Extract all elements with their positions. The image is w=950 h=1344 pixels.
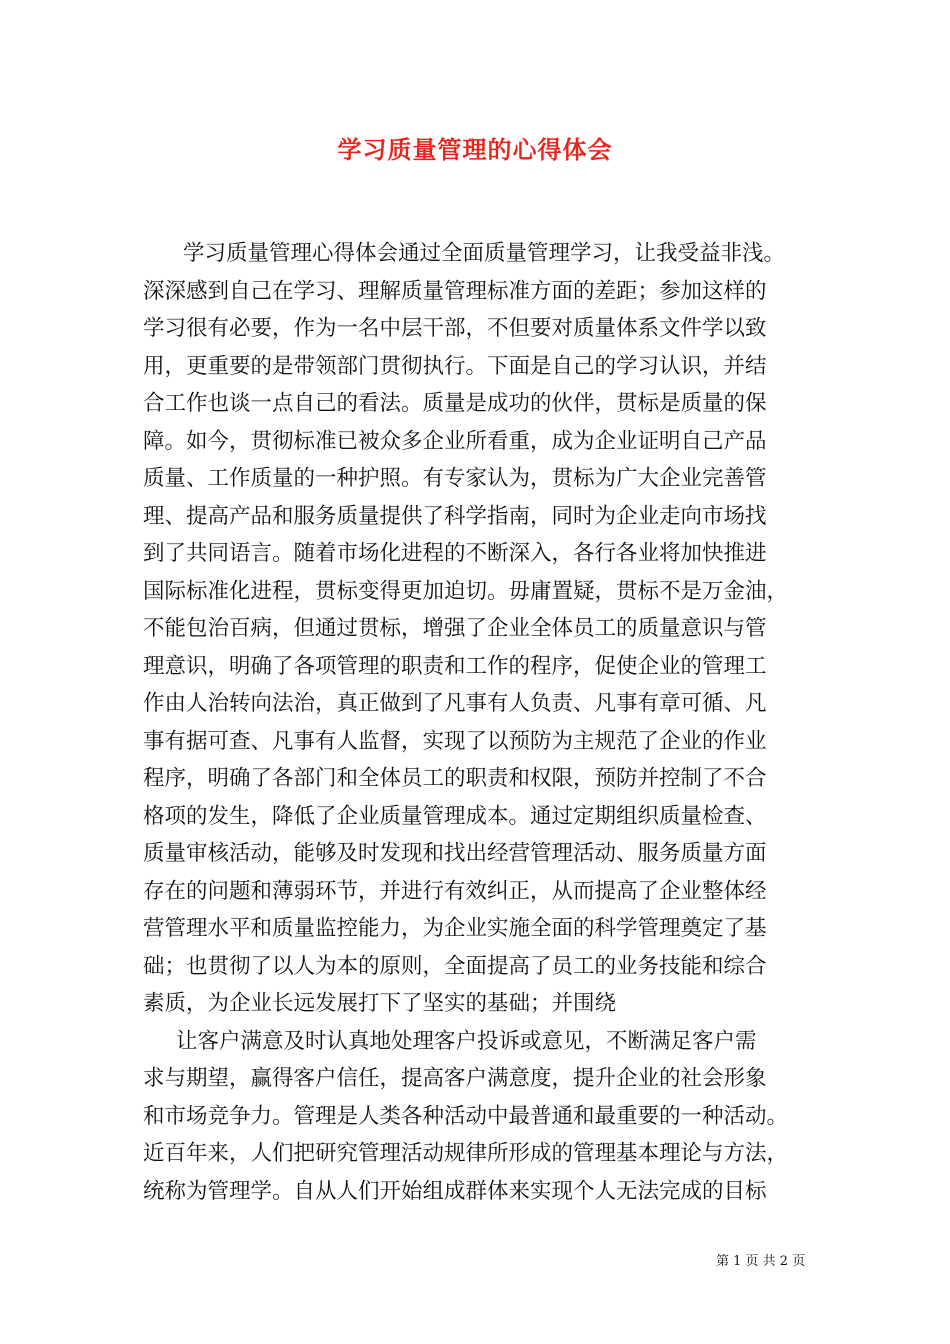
paragraph-2 (143, 1023, 833, 1211)
text-line: 和市场竞争力。管理是人类各种活动中最普通和最重要的一种活动。 (143, 1103, 789, 1129)
text-line: 作由人治转向法治，真正做到了凡事有人负责、凡事有章可循、凡 (143, 691, 767, 716)
text-line: 事有据可查、凡事有人监督，实现了以预防为主规范了企业的作业 (143, 728, 767, 754)
text-line: 理、提高产品和服务质量提供了科学指南，同时为企业走向市场找 (143, 503, 767, 529)
text-line: 让客户满意及时认真地处理客户投诉或意见，不断满足客户需 (176, 1028, 757, 1054)
text-line: 存在的问题和薄弱环节，并进行有效纠正，从而提高了企业整体经 (143, 878, 767, 904)
text-line: 合工作也谈一点自己的看法。质量是成功的伙伴，贯标是质量的保 (143, 391, 767, 416)
text-line: 近百年来，人们把研究管理活动规律所形成的管理基本理论与方法， (143, 1141, 789, 1166)
page-number-footer: 第 1 页 共 2 页 (716, 1254, 806, 1269)
text-line: 到了共同语言。随着市场化进程的不断深入，各行各业将加快推进 (143, 541, 767, 566)
text-line: 础；也贯彻了以人为本的原则，全面提高了员工的业务技能和综合 (143, 953, 767, 979)
text-line: 质量审核活动，能够及时发现和找出经营管理活动、服务质量方面 (143, 841, 767, 866)
text-line: 格项的发生，降低了企业质量管理成本。通过定期组织质量检查、 (143, 803, 767, 829)
text-line: 统称为管理学。自从人们开始组成群体来实现个人无法完成的目标 (143, 1178, 767, 1204)
text-line: 营管理水平和质量监控能力，为企业实施全面的科学管理奠定了基 (143, 916, 767, 941)
text-line: 质量、工作质量的一种护照。有专家认为，贯标为广大企业完善管 (143, 466, 767, 491)
text-line: 障。如今，贯彻标准已被众多企业所看重，成为企业证明自己产品 (143, 428, 767, 454)
text-line: 学习质量管理心得体会通过全面质量管理学习，让我受益非浅。 (183, 241, 786, 266)
text-line: 程序，明确了各部门和全体员工的职责和权限，预防并控制了不合 (143, 766, 767, 791)
document-body (143, 235, 833, 1210)
text-line: 学习很有必要，作为一名中层干部，不但要对质量体系文件学以致 (143, 316, 767, 341)
text-line: 求与期望，赢得客户信任，提高客户满意度，提升企业的社会形象 (143, 1066, 767, 1091)
paragraph-1 (143, 235, 833, 1023)
text-line: 理意识，明确了各项管理的职责和工作的程序，促使企业的管理工 (143, 653, 767, 679)
text-line: 国际标准化进程，贯标变得更加迫切。毋庸置疑，贯标不是万金油， (143, 578, 789, 604)
document-title: 学习质量管理的心得体会 (337, 135, 613, 164)
text-line: 深深感到自己在学习、理解质量管理标准方面的差距；参加这样的 (143, 278, 767, 304)
text-line: 不能包治百病，但通过贯标，增强了企业全体员工的质量意识与管 (143, 616, 767, 641)
text-line: 用，更重要的是带领部门贯彻执行。下面是自己的学习认识，并结 (143, 353, 767, 379)
text-line: 素质，为企业长远发展打下了坚实的基础；并围绕 (143, 991, 617, 1016)
